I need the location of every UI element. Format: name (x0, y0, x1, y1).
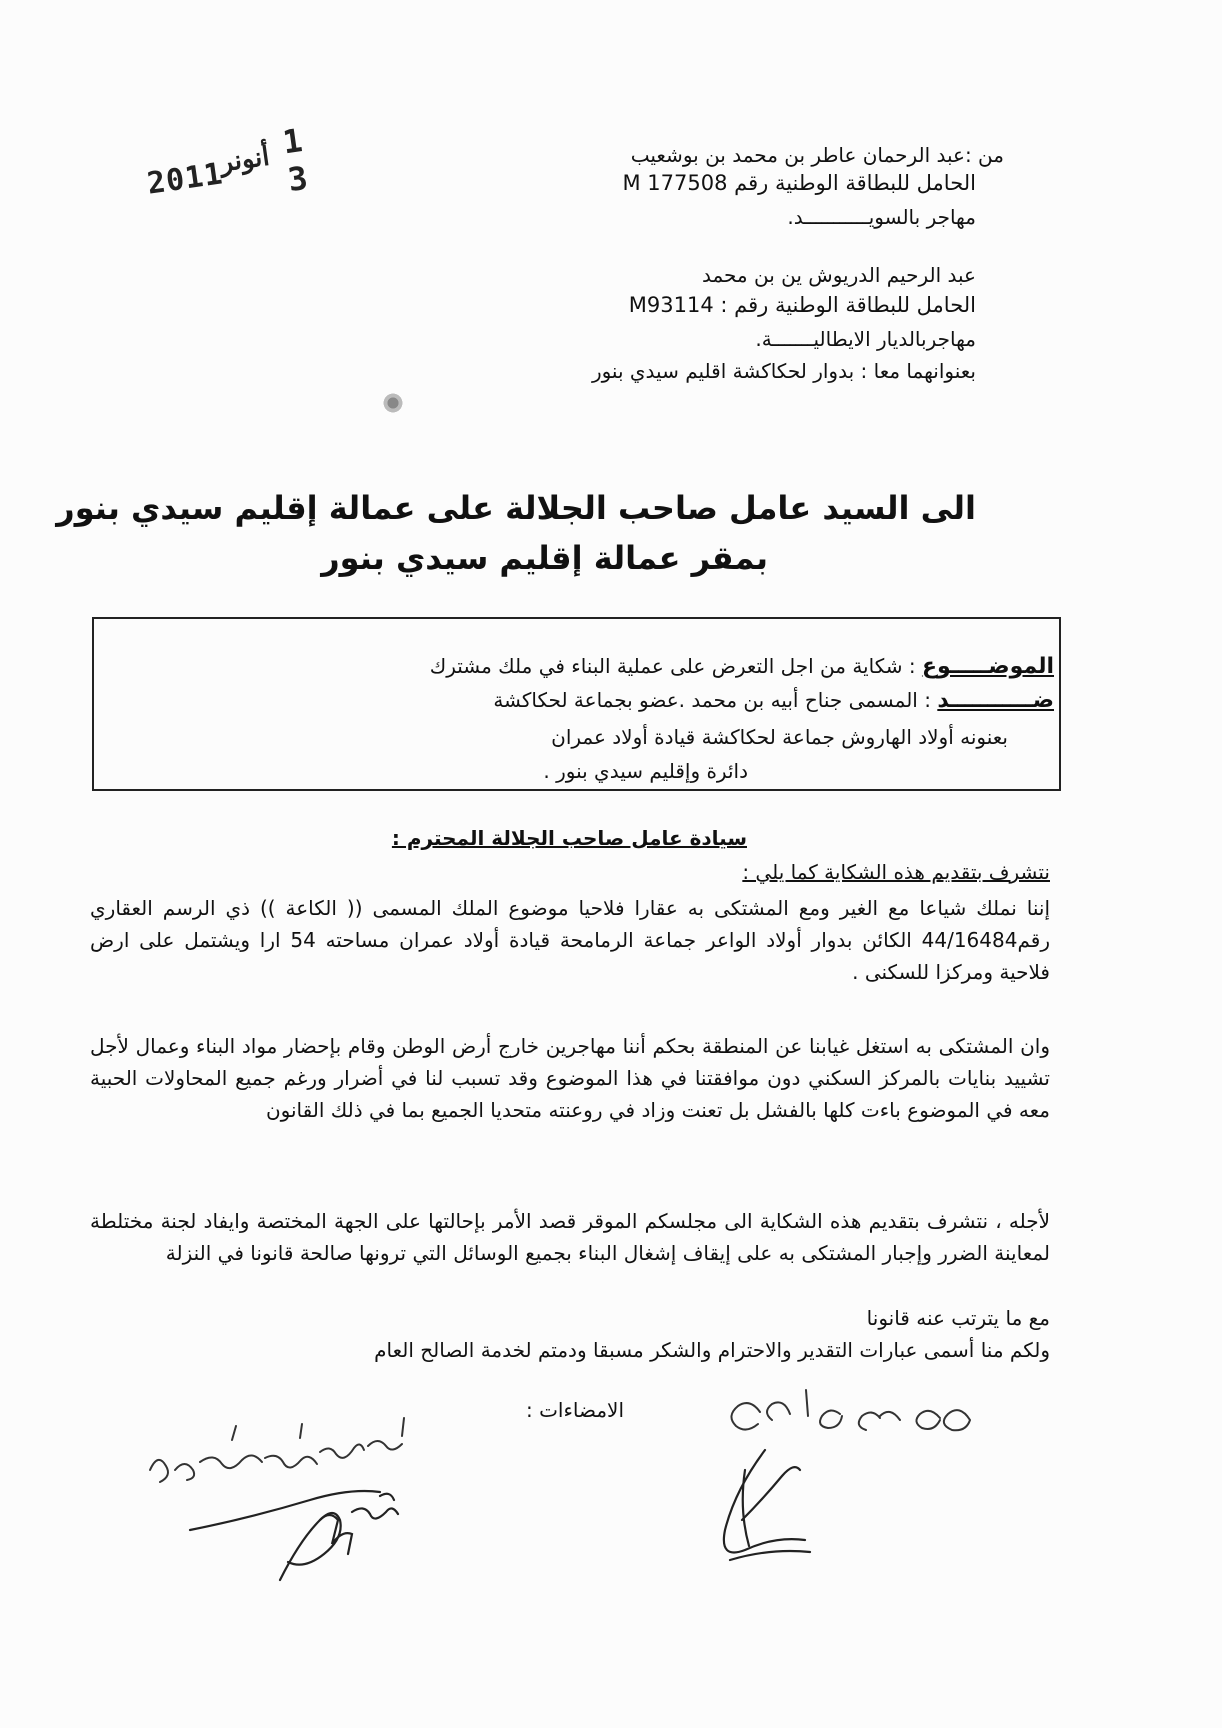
sender-address: بعنوانهما معا : بدوار لحكاكشة اقليم سيدي بنور (591, 359, 976, 383)
left-signature-scribble (190, 1491, 398, 1580)
against-address-1: بعنونه أولاد الهاروش جماعة لحكاكشة قيادة أولاد عمران (551, 725, 1008, 749)
sender-name-2: عبد الرحيم الدريوش ين بن محمد (701, 263, 976, 287)
right-signature-scribble (724, 1450, 810, 1560)
right-signature-name (731, 1390, 970, 1430)
against-address-2: دائرة وإقليم سيدي بنور . (543, 759, 748, 783)
paragraph-1: إننا نملك شياعا مع الغير ومع المشتكى به عقارا فلاحيا موضوع الملك المسمى (( الكاعة )) ذي الرسم العقاري رقم44/16484 الكائن بدوار أولاد الواعر جماعة الرمامحة قيادة أولاد عمران مساحته 54 ارا ويشتمل على ارض فلاحية ومركزا للسكنى . (90, 896, 1050, 984)
paragraph-2: وان المشتكى به استغل غيابنا عن المنطقة بحكم أننا مهاجرين خارج أرض الوطن وقام بإحضار مواد البناء وعمال لأجل تشييد بنايات بالمركز السكني دون موافقتنا في هذا الموضوع وقد تسبب لنا في أضرار ورغم جميع المحاولات الحبية معه في الموضوع باءت كلها بالفشل بل تعنت وزاد في روعنته متحديا الجميع بما في ذلك القانون (90, 1034, 1050, 1122)
sender-id-2: الحامل للبطاقة الوطنية رقم : M93114 (628, 293, 976, 317)
paragraph-4: مع ما يترتب عنه قانونا (866, 1306, 1050, 1330)
against-text: : المسمى جناح أبيه بن محمد .عضو بجماعة لحكاكشة (493, 688, 938, 712)
stamp-year: 2011 (144, 156, 226, 202)
paragraph-5: ولكم منا أسمى عبارات التقدير والاحترام والشكر مسبقا ودمتم لخدمة الصالح العام (374, 1338, 1050, 1362)
stamp-day: 1 3 (280, 120, 316, 199)
stamp-month: أنونر (218, 141, 272, 179)
subject-text: : شكاية من اجل التعرض على عملية البناء في ملك مشترك (429, 654, 922, 678)
intro-line: نتشرف بتقديم هذه الشكاية كما يلي : (742, 860, 1050, 884)
left-signature-name (150, 1418, 404, 1482)
subject-label: الموضـــــوع (921, 654, 1054, 679)
paragraph-3: لأجله ، نتشرف بتقديم هذه الشكاية الى مجلسكم الموقر قصد الأمر بإحالتها على الجهة المختصة وايفاد لجنة مختلطة لمعاينة الضرر وإجبار المشتكى به على إيقاف إشغال البناء بجميع الوسائل التي ترونها صالحة قانونا في النزلة (90, 1209, 1050, 1265)
recipient-line-2: بمقر عمالة إقليم سيدي بنور (321, 539, 768, 577)
sender-residence-1: مهاجر بالسويـــــــــــد. (787, 205, 976, 229)
against-label: ضـــــــــــد (937, 688, 1054, 713)
salutation: سيادة عامل صاحب الجلالة المحترم : (391, 826, 747, 850)
sender-name-1: من :عبد الرحمان عاطر بن محمد بن بوشعيب (630, 143, 1004, 167)
signatures-label: الامضاءات : (526, 1398, 624, 1422)
recipient-line-1: الى السيد عامل صاحب الجلالة على عمالة إقليم سيدي بنور (56, 489, 976, 527)
sender-id-1: الحامل للبطاقة الوطنية رقم M 177508 (622, 171, 976, 195)
sender-residence-2: مهاجربالديار الايطاليـــــــة. (755, 327, 976, 351)
